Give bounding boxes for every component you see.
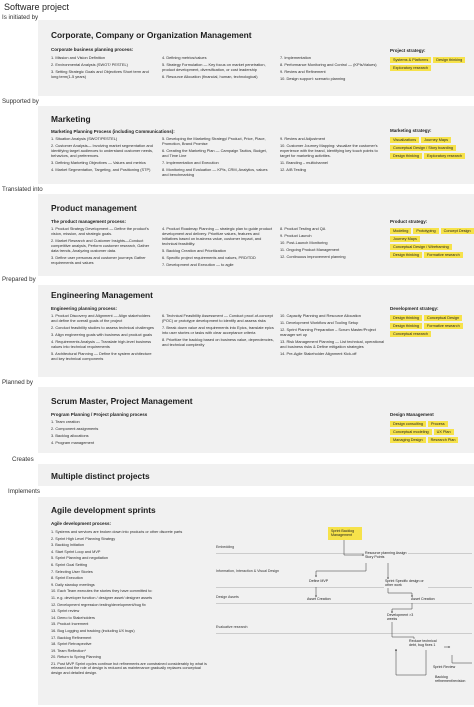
lane-label-embedding: Embedding — [216, 545, 235, 549]
strategy-tag: Managing Design — [390, 437, 426, 443]
agile-step: 18. Sprint Retrospective — [51, 642, 92, 647]
strategy-title: Marketing strategy: — [390, 128, 432, 133]
node-asset-creation-2: Asset Creation — [411, 597, 435, 601]
process-step: 5. Strategy Formulation — Key focus on market penetration, product development, diversification, or cost leadership — [162, 62, 266, 72]
sprint-flow-diagram — [216, 505, 472, 683]
process-step: 9. Review and Adjustment — [280, 136, 325, 141]
process-step: 4. Product Roadmap Planning — strategic plan to guide product development and delivery. Prioritize values, features and initiatives based on business value, customer impact, and technical feasibility. — [162, 226, 273, 246]
process-step: 8. Product Testing and QA — [280, 226, 326, 231]
connector-label: Prepared by — [2, 276, 36, 283]
agile-step: 17. Backlog Refinement — [51, 635, 92, 640]
process-step: 12. Sprint Planning Preparation – Scrum Master/Project manager set up — [280, 327, 376, 338]
agile-step: 3. Backlog Initiation — [51, 543, 84, 548]
section-title: Scrum Master, Project Management — [51, 396, 193, 406]
strategy-tag: Process — [428, 421, 448, 427]
strategy-tag: Conceptual research — [390, 331, 431, 337]
connector-creates — [0, 453, 40, 464]
strategy-tag: UX Plan — [434, 429, 454, 435]
strategy-tags — [390, 421, 462, 443]
section-subhead: Corporate business planning process: — [51, 47, 134, 52]
process-step: 2. Component assignments — [51, 426, 99, 432]
process-step: 10. Customer Journey Mapping: visualize the customer's experience with the brand, identifying key touch points to target for marketing activities. — [280, 143, 378, 158]
agile-step: 5. Sprint Planning and negotiation — [51, 556, 108, 561]
agile-steps — [51, 530, 211, 677]
connector-label: Creates — [12, 456, 34, 463]
strategy-title: Product strategy: — [390, 219, 428, 224]
strategy-tag: Conceptual Design — [424, 315, 462, 321]
agile-step: 15. Product Increment — [51, 622, 89, 627]
node-sprint-specific: Sprint Specific design or other work — [384, 579, 428, 588]
process-step: 8. Prioritize the backlog based on business value, dependencies, and technical complexity — [162, 337, 274, 347]
process-step: 3. Defining Marketing Objectives — Values and metrics — [51, 160, 146, 165]
strategy-tags — [390, 228, 474, 258]
process-step: 4. Market Segmentation, Targeting, and Positioning (STP) — [51, 167, 151, 173]
connector-label: Translated into — [2, 186, 43, 193]
lane-label-evaluative: Evaluative research — [216, 625, 248, 629]
process-step: 2. Conduct feasibility studies to assess technical challenges — [51, 325, 154, 330]
agile-step: 13. Sprint review — [51, 609, 80, 614]
process-step: 10. Post-Launch Monitoring — [280, 240, 328, 246]
agile-step: 1. Systems and services are broken down into products or other discrete parts — [51, 530, 183, 534]
process-step: 6. Specific project requirements and values, PRD/TDD — [162, 254, 256, 260]
strategy-tags — [390, 137, 474, 159]
process-step: 7. Implementation — [280, 55, 311, 60]
strategy-tag: Design thinking — [390, 323, 422, 329]
strategy-tag: Conceptual Design / Wireframing — [390, 244, 452, 250]
process-step: 12. A/B Testing — [280, 167, 306, 173]
section-title: Product management — [51, 203, 137, 213]
strategy-tags — [390, 57, 474, 71]
process-step: 2. Market Research and Customer Insights—Conduct competitive analysis, Perform customer research, Gather data trends, Analyzing customer data. — [51, 238, 150, 253]
process-column-1 — [51, 137, 155, 175]
connector-translated — [0, 184, 43, 194]
process-column-1 — [51, 56, 156, 82]
strategy-tag: Exploratory research — [390, 65, 431, 71]
node-resource-planning: Resource planning Assign Story Points — [365, 551, 407, 560]
node-backlog-refinement: Backlog refinement/revision — [434, 675, 472, 684]
process-column-3 — [280, 227, 384, 262]
process-step: 6. Resource Allocation (financial, human, technological) — [162, 74, 258, 80]
process-step: 2. Customer Analysis— Involving market segmentation and identifying target audiences to understand customer needs, behaviors, and preferences. — [51, 143, 154, 158]
section-distinct-projects — [38, 464, 474, 486]
strategy-tag: Conceptual Design / Story boarding — [390, 145, 456, 151]
process-step: 8. Performance Monitoring and Control — (KPIs/Values) — [280, 62, 377, 68]
process-step: 4. Program management — [51, 440, 95, 446]
process-step: 1. Team creation — [51, 419, 80, 424]
process-step: 10. Capacity Planning and Resource Allocation — [280, 313, 361, 318]
process-column-3 — [280, 314, 386, 359]
process-step: 3. Align engineering goals with business and product goals — [51, 332, 153, 338]
process-step: 1. Mission and Vision Definition — [51, 55, 105, 60]
strategy-tag: Conceptual modeling — [390, 429, 432, 435]
agile-step: 4. Start Sprint Loop and MVP — [51, 549, 101, 554]
process-step: 7. Break down value and requirements into Epics, translate epics into user stories or tasks with clear acceptance criteria — [162, 325, 274, 335]
process-step: 4. Defining metrics/values — [162, 55, 207, 60]
strategy-tag: Journey Maps — [421, 137, 451, 143]
strategy-tag: Design thinking — [390, 252, 422, 258]
connector-label: Supported by — [2, 98, 39, 105]
process-step: 3. Define user personas and customer journeys Gather requirements and values — [51, 254, 146, 265]
process-step: 6. Technical Feasibility Assessment — Conduct proof-of-concept (POC) or prototype development to identify and assess risks — [162, 313, 273, 323]
strategy-tag: Research Plan — [428, 437, 459, 443]
section-title: Engineering Management — [51, 290, 153, 300]
agile-step: 10. Each Team executes the stories they have committed to: — [51, 589, 153, 594]
strategy-tag: Systems & Platforms — [390, 57, 431, 63]
process-step: 12. Continuous improvement planning — [280, 254, 346, 260]
strategy-tag: Formative research — [424, 252, 463, 258]
node-asset-creation-1: Asset Creation — [307, 597, 331, 601]
section-subhead: Engineering planning process: — [51, 306, 118, 311]
strategy-tag: Visualizations — [390, 137, 419, 143]
process-column-1 — [51, 227, 155, 268]
agile-step: 20. Return to Spring Planning — [51, 655, 101, 660]
lane-label-design: Information, Interaction & Visual Design — [216, 569, 280, 573]
process-step: 3. Backlog allocations — [51, 433, 89, 439]
agile-step: 14. Demo to Stakeholders — [51, 615, 95, 620]
strategy-tag: Modeling — [390, 228, 411, 234]
agile-step: 19. Team Reflection* — [51, 648, 86, 653]
process-column-1 — [51, 420, 171, 448]
section-subhead: Agile development process: — [51, 521, 112, 526]
connector-initiated — [0, 12, 40, 20]
strategy-tag: Design thinking — [390, 153, 422, 159]
process-step: 2. Environmental Analysis (SWOT/ PESTEL) — [51, 62, 128, 68]
section-title: Agile development sprints — [51, 505, 156, 515]
section-engineering — [38, 285, 474, 377]
section-corporate — [38, 20, 474, 96]
process-step: 10. Design support: scenario planning — [280, 76, 346, 82]
agile-step: 8. Sprint Execution — [51, 576, 83, 581]
process-step: 14. Pre-Agile Stakeholder Alignment Kick-off — [280, 351, 357, 357]
process-step: 13. Risk Management Planning — List technical, operational and business risks & Define mitigation strategies — [280, 339, 385, 350]
process-column-2 — [162, 56, 272, 82]
strategy-tag: Prototyping — [413, 228, 438, 234]
section-subhead: The product management process: — [51, 219, 127, 224]
process-step: 6. Creating the Marketing Plan — Campaign Tactics, Budget, and Time Line — [162, 148, 267, 158]
strategy-tag: Concept Design — [441, 228, 474, 234]
process-column-2 — [162, 314, 274, 350]
process-column-3 — [280, 137, 384, 175]
node-development: Development >3 weeks — [386, 613, 416, 622]
process-step: 3. Setting Strategic Goals and Objectives Short term and long term(1-5 years) — [51, 69, 149, 80]
agile-step: 11. e.g. developer function / designer asset/ designer assets — [51, 595, 153, 600]
section-title: Corporate, Company or Organization Management — [51, 30, 252, 40]
process-step: 11. Development Workflow and Tooling Setup — [280, 320, 359, 326]
process-column-3 — [280, 56, 384, 84]
connector-label: Is initiated by — [2, 14, 39, 21]
process-step: 11. Branding – multichannel — [280, 160, 328, 165]
connector-prepared — [0, 276, 40, 285]
section-marketing — [38, 106, 474, 184]
agile-step: 9. Daily standup meetings — [51, 582, 95, 587]
process-step: 7. Development and Execution — to agile — [162, 262, 234, 267]
section-product — [38, 194, 474, 276]
agile-step: 2. Sprint High Level Planning Strategy — [51, 536, 116, 541]
agile-step: 16. Bug Logging and tracking (including UX bugs) — [51, 628, 135, 633]
agile-step: 21. Post MVP Sprint cycles continue but refinements are constrained considerably by what is released and the role of design is reduced as maintenance gradually replaces conceptual design and detailed design. — [51, 661, 207, 675]
strategy-tag: Design thinking — [390, 315, 422, 321]
connector-supported — [0, 96, 40, 106]
agile-step: 6. Sprint Goal Setting — [51, 562, 88, 567]
strategy-tag: Formative research — [424, 323, 463, 329]
section-scrum — [38, 387, 474, 453]
section-subhead: Marketing Planning Process (including Communications): — [51, 129, 175, 134]
connector-label: Planned by — [2, 379, 33, 386]
connector-label: Implements — [8, 488, 40, 495]
strategy-tag: Design consulting — [390, 421, 426, 427]
node-sprint-review-visible: Sprint Review — [433, 665, 456, 669]
section-subhead: Program Planning / Project planning process — [51, 412, 148, 417]
connector-planned — [0, 377, 40, 387]
lane-label-assets: Design Assets — [216, 595, 239, 599]
process-step: 1. Product Strategy Development — Define the product's vision, mission, and strategic goals. — [51, 226, 149, 236]
strategy-tags — [390, 315, 474, 337]
strategy-title: Project strategy: — [390, 48, 426, 53]
strategy-tag: Exploratory research — [424, 153, 465, 159]
node-define-mvp: Define MVP — [309, 579, 329, 583]
process-step: 5. Architectural Planning — Define the system architecture and key technical components — [51, 351, 152, 362]
process-step: 9. Product Launch — [280, 233, 312, 239]
process-step: 5. Developing the Marketing Strategy/ Product, Price, Place, Promotion, Brand Promise — [162, 136, 266, 146]
process-step: 4. Requirements Analysis — Translate high-level business values into technical requirements — [51, 339, 152, 350]
strategy-tag: Design thinking — [433, 57, 465, 63]
strategy-title: Development strategy: — [390, 306, 439, 311]
connector-implements — [0, 486, 40, 497]
strategy-tag: Journey Maps — [390, 236, 420, 242]
node-reduce-debt: Reduce technical debt, bug fixes 1 — [408, 639, 444, 648]
process-step: 9. Review and Refinement — [280, 69, 326, 75]
process-column-2 — [162, 227, 274, 270]
section-title: Marketing — [51, 114, 91, 124]
section-title: Multiple distinct projects — [51, 471, 150, 481]
process-step: 7. Implementation and Execution — [162, 160, 219, 165]
process-step: 1. Situation Analysis (SWOT/PESTEL) — [51, 136, 118, 141]
process-step: 5. Backlog Creation and Prioritization — [162, 247, 227, 253]
section-agile — [38, 497, 474, 705]
page-title: Software project — [4, 2, 70, 12]
strategy-title: Design Management — [390, 412, 434, 417]
process-column-1 — [51, 314, 155, 364]
agile-step: 7. Selecting User Stories — [51, 569, 93, 574]
process-step: 8. Monitoring and Evaluation — KPIs, CRM, Analytics, values and benchmarking — [162, 167, 268, 177]
node-sprint-backlog: Sprint Backlog Management — [328, 527, 362, 540]
process-step: 11. Ongoing Product Management — [280, 247, 340, 253]
agile-step: 12. Development regression testing/development/bug fix — [51, 602, 146, 607]
process-step: 1. Product Discovery and Alignment — Align stakeholders and define the overall goals of the project — [51, 313, 151, 323]
process-column-2 — [162, 137, 272, 180]
